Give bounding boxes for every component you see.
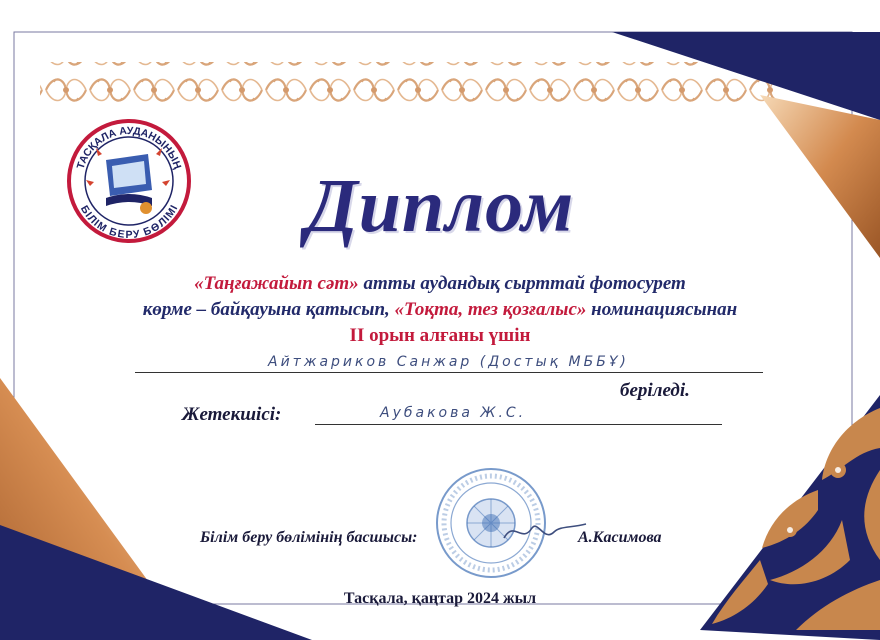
top-ornament-band bbox=[40, 62, 780, 108]
signature-label: Білім беру бөлімінің басшысы: bbox=[200, 529, 418, 546]
logo-top-text: ТАСҚАЛА АУДАНЫНЫҢ bbox=[74, 124, 184, 171]
logo-bottom-text: БІЛІМ БЕРУ БӨЛІМІ bbox=[77, 203, 181, 242]
body-line-1-text: атты аудандық сырттай фотосурет bbox=[358, 273, 686, 294]
mentor-label: Жетекшісі: bbox=[182, 404, 282, 425]
body-line-1 bbox=[0, 273, 880, 295]
issued-label: беріледі. bbox=[620, 380, 690, 401]
recipient-rule bbox=[135, 372, 763, 373]
recipient-name: Айтжариков Санжар (Достық МББҰ) bbox=[268, 354, 629, 370]
diploma-title: Диплом bbox=[305, 164, 575, 248]
director-name: А.Касимова bbox=[578, 529, 662, 546]
place-date-footer: Тасқала, қаңтар 2024 жыл bbox=[343, 590, 537, 607]
place-line: ІІ орын алғаны үшін bbox=[349, 325, 531, 346]
body-line-2 bbox=[0, 299, 880, 321]
mentor-rule bbox=[315, 424, 722, 425]
body-line-2-start: көрме – байқауына қатысып, bbox=[142, 299, 395, 320]
mentor-name: Аубакова Ж.С. bbox=[380, 405, 527, 421]
event-name: «Таңғажайып сәт» bbox=[194, 273, 359, 294]
body-line-2-end: номинациясынан bbox=[586, 299, 738, 320]
handwritten-signature bbox=[500, 514, 590, 548]
nomination-name: «Тоқта, тез қозғалыс» bbox=[394, 299, 587, 320]
